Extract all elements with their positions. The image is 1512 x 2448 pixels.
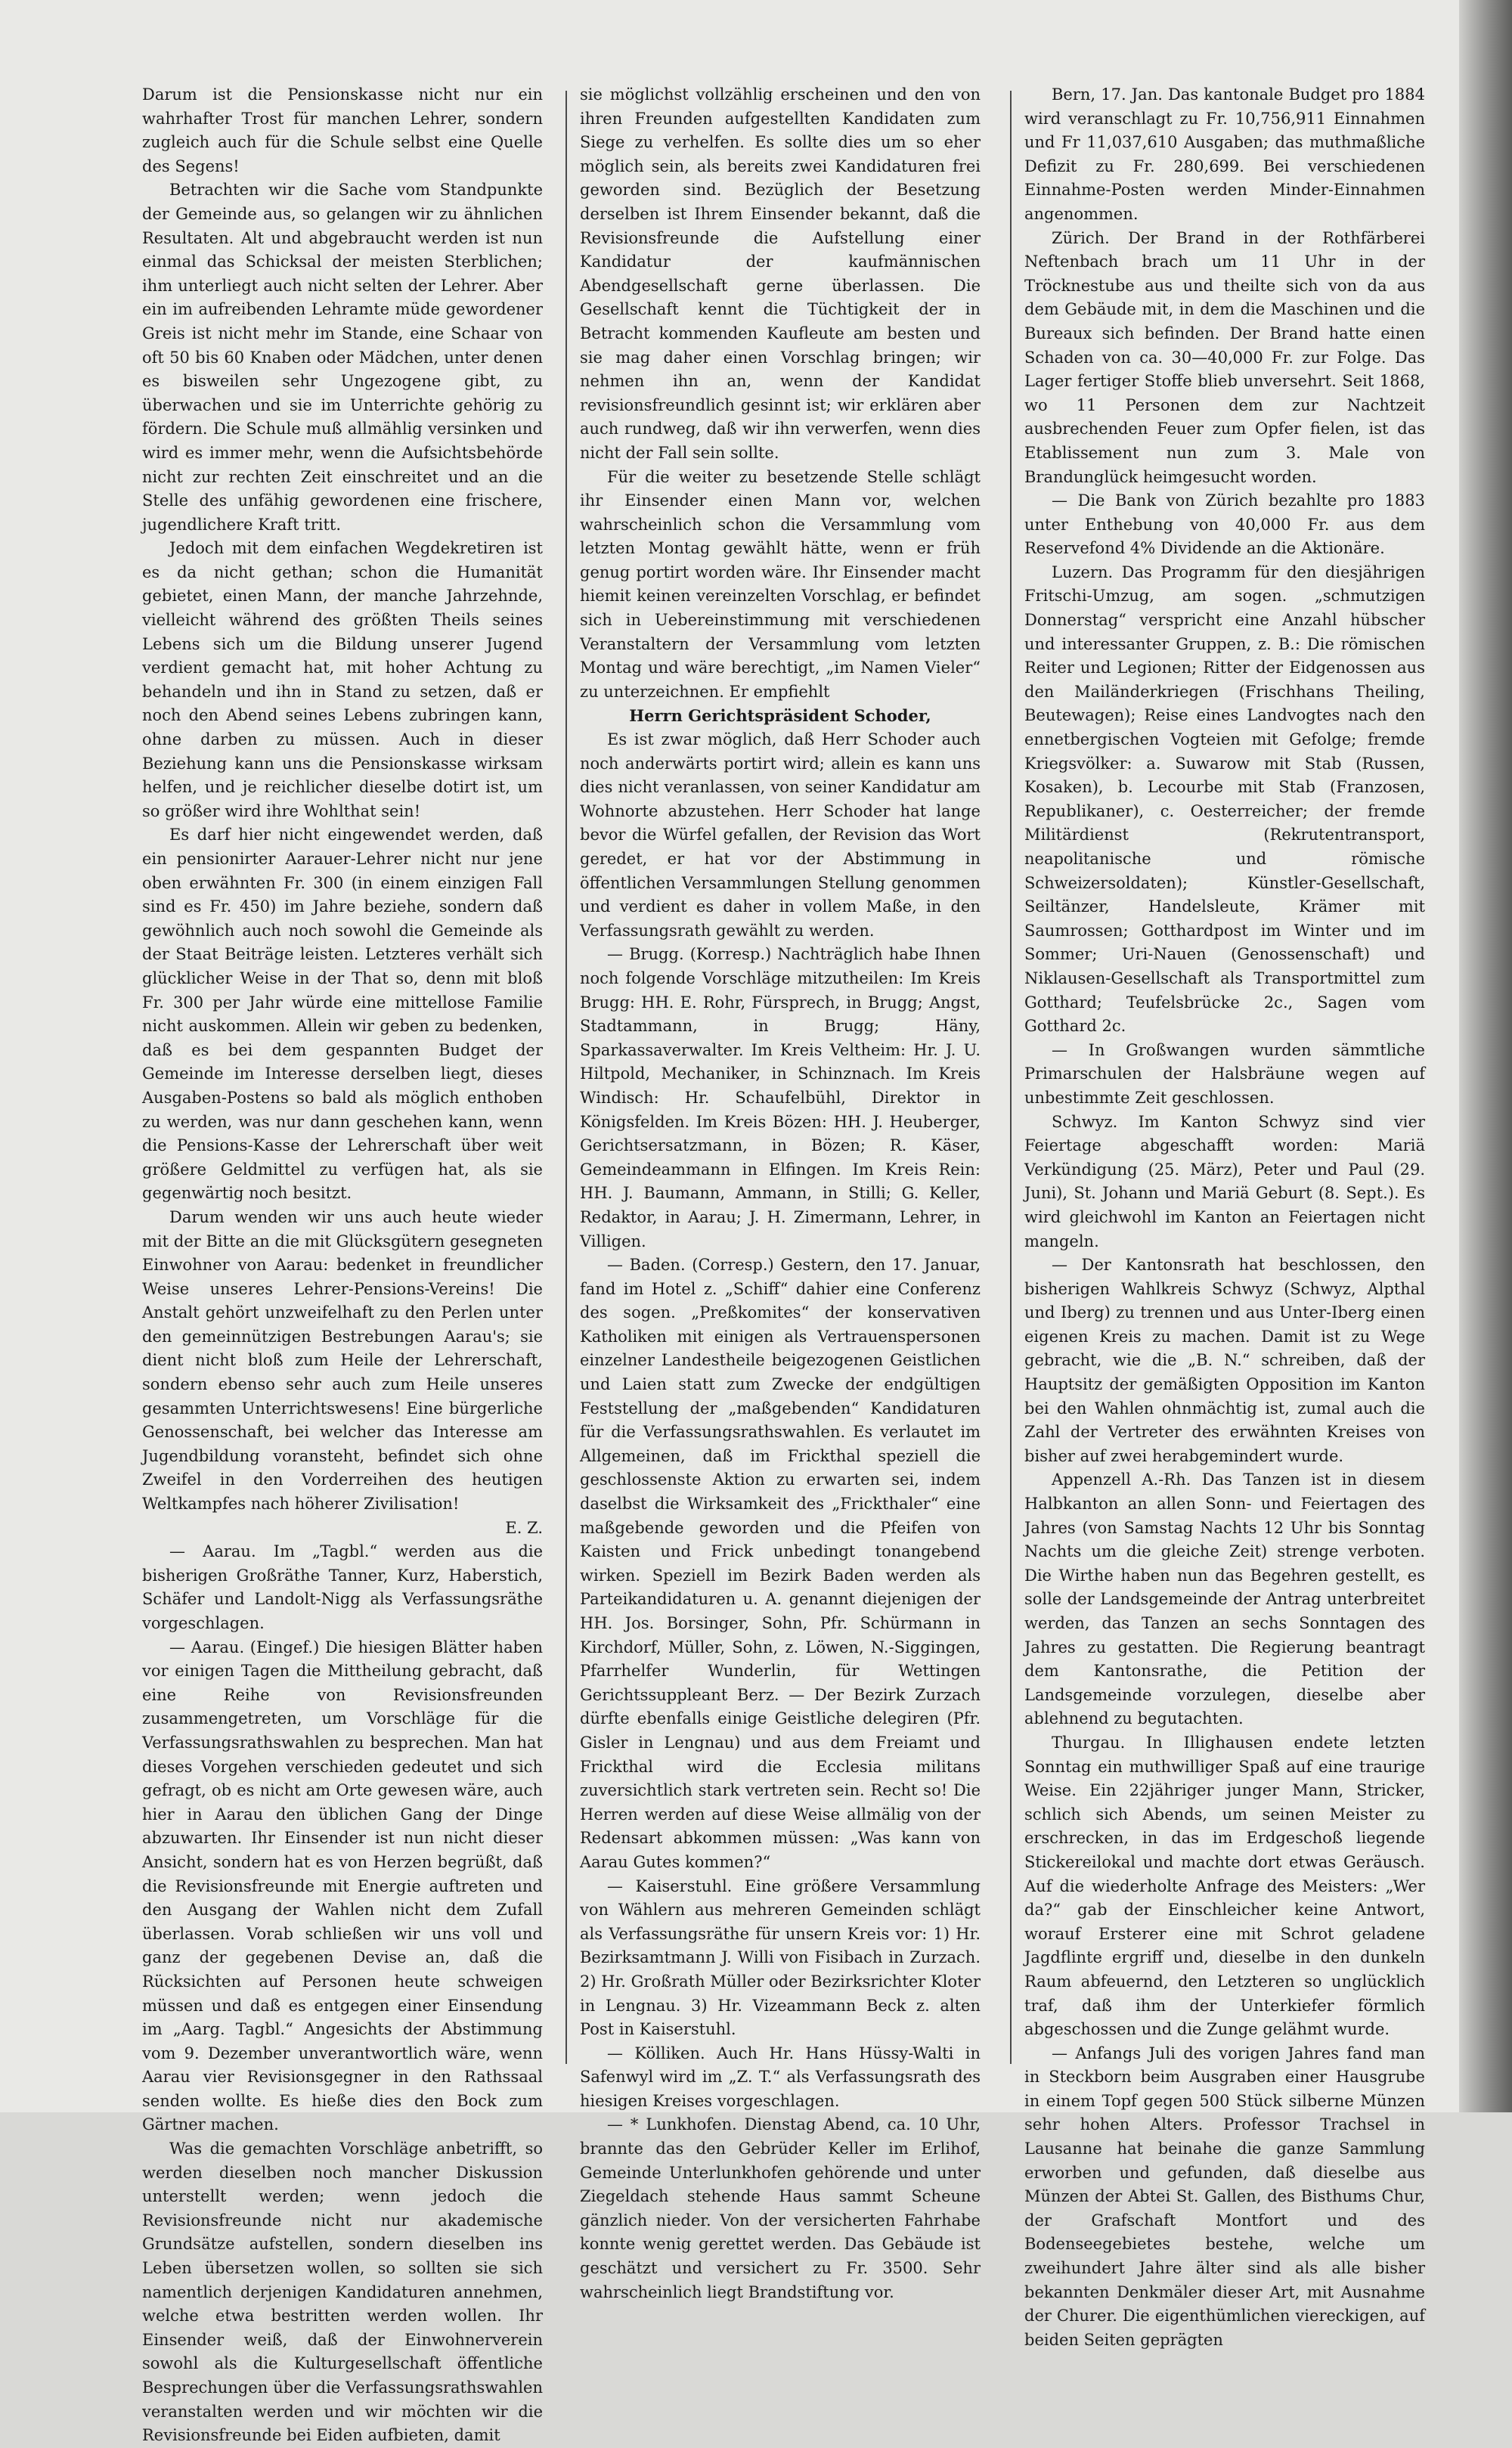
column-2	[580, 83, 981, 2301]
paragraph: — Baden. (Corresp.) Gestern, den 17. Januar, fand im Hotel z. „Schiff“ dahier eine Conferenz des sogen. „Preßkomites“ der konservativen Katholiken mit einigen als Vertrauenspersonen einzelner Landestheile beigezogenen Geistlichen und Laien statt zum Zwecke der endgültigen Feststellung der „maßgebenden“ Kandidaturen für die Verfassungsrathswahlen. Es verlautet im Allgemeinen, daß im Frickthal speziell die geschlossenste Aktion zu erwarten sei, indem daselbst die Wirksamkeit des „Frickthaler“ eine maßgebende geworden und die Pfeifen von Kaisten und Frick unbedingt tonangebend wirken. Speziell im Bezirk Baden werden als Parteikandidaturen u. A. genannt diejenigen der HH. Jos. Borsinger, Sohn, Pfr. Schürmann in Kirchdorf, Müller, Sohn, z. Löwen, N.-Siggingen, Pfarrhelfer Wunderlin, für Wettingen Gerichtssuppleant Berz. — Der Bezirk Zurzach dürfte ebenfalls einige Geistliche delegiren (Pfr. Gisler in Lengnau) und aus dem Freiamt und Frickthal wird die Ecclesia militans zuversichtlich stark vertreten sein. Recht so! Die Herren werden auf diese Weise allmälig von der Redensart abkommen müssen: „Was kann von Aarau Gutes kommen?“	[580, 1256, 981, 1871]
paragraph: Bern, 17. Jan. Das kantonale Budget pro 1884 wird veranschlagt zu Fr. 10,756,911 Einnahmen und Fr 11,037,610 Ausgaben; das muthmaßliche Defizit zu Fr. 280,699. Bei verschiedenen Einnahme-Posten werden Minder-Einnahmen angenommen.	[1024, 85, 1425, 223]
paragraph: — Anfangs Juli des vorigen Jahres fand man in Steckborn beim Ausgraben einer Hausgrube in einem Topf gegen 500 Stück silberne Münzen sehr hohen Alters. Professor Trachsel in Lausanne hat beinahe die ganze Sammlung erworben und gefunden, daß dieselbe aus Münzen der Abtei St. Gallen, des Bisthums Chur, der Grafschaft Montfort und des Bodenseegebietes bestehe, welche um zweihundert Jahre älter sind als alle bisher bekannten Denkmäler dieser Art, mit Ausnahme der Churer. Die eigenthümlichen viereckigen, auf beiden Seiten geprägten	[1024, 2044, 1425, 2349]
paragraph: Luzern. Das Programm für den diesjährigen Fritschi-Umzug, am sogen. „schmutzigen Donnerstag“ verspricht eine Anzahl hübscher und interessanter Gruppen, z. B.: Die römischen Reiter und Legionen; Ritter der Eidgenossen aus den Mailänderkriegen (Frischhans Theiling, Beutewagen); Reise eines Landvogtes nach den ennetbergischen Vogteien mit Gefolge; fremde Kriegsvölker: a. Suwarow mit Stab (Russen, Kosaken), b. Lecourbe mit Stab (Franzosen, Republikaner), c. Oesterreicher; der fremde Militärdienst (Rekrutentransport, neapolitanische und römische Schweizersoldaten); Künstler-Gesellschaft, Seiltänzer, Handelsleute, Krämer mit Saumrossen; Gotthardpost im Winter und im Sommer; Uri-Nauen (Genossenschaft) und Niklausen-Gesellschaft als Transportmittel zum Gotthard; Teufelsbrücke 2c., Sagen vom Gotthard 2c.	[1024, 562, 1425, 1036]
paragraph: Schwyz. Im Kanton Schwyz sind vier Feiertage abgeschafft worden: Mariä Verkündigung (25. März), Peter und Paul (29. Juni), St. Johann und Mariä Geburt (8. Sept.). Es wird gleichwohl im Kanton an Feiertagen nicht mangeln.	[1024, 1112, 1425, 1250]
author-signature: E. Z.	[505, 1518, 543, 1537]
paragraph: Es ist zwar möglich, daß Herr Schoder auch noch anderwärts portirt wird; allein es kann uns dies nicht veranlassen, von seiner Kandidatur am Wohnorte abzustehen. Herr Schoder hat lange bevor die Würfel gefallen, der Revision das Wort geredet, er hat vor der Abstimmung in öffentlichen Versammlungen Stellung genommen und verdient es daher in vollem Maße, in den Verfassungsrath gewählt zu werden.	[580, 730, 981, 940]
paragraph: Darum wenden wir uns auch heute wieder mit der Bitte an die mit Glücksgütern gesegneten Einwohner von Aarau: bedenket in freundlicher Weise unseres Lehrer-Pensions-Vereins! Die Anstalt gehört unzweifelhaft zu den Perlen unter den gemeinnützigen Bestrebungen Aarau's; sie dient nicht bloß zum Heile der Lehrerschaft, sondern ebenso sehr auch zum Heile unseres gesammten Unterrichtswesens! Eine bürgerliche Genossenschaft, bei welcher das Interesse am Jugendbildung voransteht, befindet sich ohne Zweifel in den Vorderreihen des heutigen Weltkampfes nach höherer Zivilisation!	[142, 1207, 543, 1514]
paragraph: — Kölliken. Auch Hr. Hans Hüssy-Walti in Safenwyl wird im „Z. T.“ als Verfassungsrath des hiesigen Kreises vorgeschlagen.	[580, 2044, 981, 2110]
candidate-heading: Herrn Gerichtspräsident Schoder,	[629, 706, 931, 726]
column-1	[142, 83, 543, 2445]
paragraph: — Kaiserstuhl. Eine größere Versammlung von Wählern aus mehreren Gemeinden schlägt als Verfassungsräthe für unsern Kreis vor: 1) Hr. Bezirksamtmann J. Willi von Fisibach in Zurzach. 2) Hr. Großrath Müller oder Bezirksrichter Kloter in Lengnau. 3) Hr. Vizeammann Beck z. alten Post in Kaiserstuhl.	[580, 1876, 981, 2039]
book-binding-edge	[1459, 0, 1512, 2112]
column-rule-right	[1010, 91, 1012, 2064]
paragraph: — Brugg. (Korresp.) Nachträglich habe Ihnen noch folgende Vorschläge mitzutheilen: Im Kreis Brugg: HH. E. Rohr, Fürsprech, in Brugg; Angst, Stadtammann, in Brugg; Häny, Sparkassaverwalter. Im Kreis Veltheim: Hr. J. U. Hiltpold, Mechaniker, in Schinznach. Im Kreis Windisch: Hr. Schaufelbühl, Direktor in Königsfelden. Im Kreis Bözen: HH. J. Heuberger, Gerichtsersatzmann, in Bözen; R. Käser, Gemeindeammann in Elfingen. Im Kreis Rein: HH. J. Baumann, Ammann, in Stilli; G. Keller, Redaktor, in Aarau; J. H. Zimermann, Lehrer, in Villigen.	[580, 945, 981, 1250]
paragraph: Zürich. Der Brand in der Rothfärberei Neftenbach brach um 11 Uhr in der Tröcknestube aus und theilte sich von da aus dem Gebäude mit, in dem die Maschinen und die Bureaux sich befinden. Der Brand hatte einen Schaden von ca. 30—40,000 Fr. zur Folge. Das Lager fertiger Stoffe blieb unversehrt. Seit 1868, wo 11 Personen dem zur Nachtzeit ausbrechenden Feuer zum Opfer fielen, ist das Etablissement nun zum 3. Male von Brandunglück heimgesucht worden.	[1024, 228, 1425, 486]
paragraph: — In Großwangen wurden sämmtliche Primarschulen der Halsbräune wegen auf unbestimmte Zeit geschlossen.	[1024, 1040, 1425, 1107]
paragraph: Jedoch mit dem einfachen Wegdekretiren ist es da nicht gethan; schon die Humanität gebietet, einen Mann, der manche Jahrzehnde, vielleicht während des größten Theils seines Lebens sich um die Bildung unserer Jugend verdient gemacht hat, mit hoher Achtung zu behandeln und ihn in Stand zu setzen, daß er noch den Abend seines Lebens zubringen kann, ohne darben zu müssen. Auch in dieser Beziehung kann uns die Pensionskasse wirksam helfen, und je reichlicher dieselbe dotirt ist, um so größer wird ihre Wohlthat sein!	[142, 539, 543, 820]
paragraph: — Der Kantonsrath hat beschlossen, den bisherigen Wahlkreis Schwyz (Schwyz, Alpthal und Iberg) zu trennen und aus Unter-Iberg einen eigenen Kreis zu machen. Damit ist zu Wege gebracht, wie die „B. N.“ schreiben, daß der Hauptsitz der gemäßigten Opposition im Kanton bei den Wahlen ohnmächtig ist, zumal auch die Zahl der Vertreter des erwähnten Kreises von bisher auf zwei herabgemindert wurde.	[1024, 1256, 1425, 1465]
column-3	[1024, 83, 1425, 2349]
paragraph: sie möglichst vollzählig erscheinen und den von ihren Freunden aufgestellten Kandidaten zum Siege zu verhelfen. Es sollte dies um so eher möglich sein, als bereits zwei Kandidaturen frei geworden sind. Bezüglich der Besetzung derselben ist Ihrem Einsender bekannt, daß die Revisionsfreunde die Aufstellung einer Kandidatur der kaufmännischen Abendgesellschaft gerne überlassen. Die Gesellschaft kennt die Tüchtigkeit der in Betracht kommenden Kaufleute am besten und sie mag daher einen Vorschlag bringen; wir nehmen ihn an, wenn der Kandidat revisionsfreundlich gesinnt ist; wir erklären aber auch rundweg, daß wir ihn verwerfen, wenn dies nicht der Fall sein sollte.	[580, 85, 981, 462]
paragraph: Für die weiter zu besetzende Stelle schlägt ihr Einsender einen Mann vor, welchen wahrscheinlich schon die Versammlung vom letzten Montag gewählt hätte, wenn er früh genug portirt worden wäre. Ihr Einsender macht hiemit keinen vereinzelten Vorschlag, er befindet sich in Uebereinstimmung mit verschiedenen Veranstaltern der Versammlung vom letzten Montag und wäre berechtigt, „im Namen Vieler“ zu unterzeichnen. Er empfiehlt	[580, 467, 981, 701]
paragraph: Appenzell A.-Rh. Das Tanzen ist in diesem Halbkanton an allen Sonn- und Feiertagen des Jahres (von Samstag Nachts 12 Uhr bis Sonntag Nachts um die gleiche Zeit) strenge verboten. Die Wirthe haben nun das Begehren gestellt, es solle der Landsgemeinde der Antrag unterbreitet werden, das Tanzen an sechs Sonntagen des Jahres zu gestatten. Die Regierung beantragt dem Kantonsrathe, die Petition der Landsgemeinde vorzulegen, dieselbe aber ablehnend zu begutachten.	[1024, 1470, 1425, 1728]
paragraph: Betrachten wir die Sache vom Standpunkte der Gemeinde aus, so gelangen wir zu ähnlichen Resultaten. Alt und abgebraucht werden ist nun einmal das Schicksal der meisten Sterblichen; ihm unterliegt auch nicht selten der Lehrer. Aber ein im aufreibenden Lehramte müde gewordener Greis ist nicht mehr im Stande, eine Schaar von oft 50 bis 60 Knaben oder Mädchen, unter denen es bisweilen sehr Ungezogene gibt, zu überwachen und sie im Unterrichte gehörig zu fördern. Die Schule muß allmählig versinken und wird es immer mehr, wenn die Aufsichtsbehörde nicht zur rechten Zeit einschreitet und an die Stelle des unfähig gewordenen eine frischere, jugendlichere Kraft tritt.	[142, 181, 543, 534]
paragraph: — * Lunkhofen. Dienstag Abend, ca. 10 Uhr, brannte das den Gebrüder Keller im Erlihof, Gemeinde Unterlunkhofen gehörende und unter Ziegeldach stehende Haus sammt Scheune gänzlich nieder. Von der versicherten Fahrhabe konnte wenig gerettet werden. Das Gebäude ist geschätzt und versichert zu Fr. 3500. Sehr wahrscheinlich liegt Brandstiftung vor.	[580, 2115, 981, 2301]
paragraph: Darum ist die Pensionskasse nicht nur ein wahrhafter Trost für manchen Lehrer, sondern zugleich auch für die Schule selbst eine Quelle des Segens!	[142, 85, 543, 175]
column-rule-left	[565, 91, 567, 2064]
newspaper-page	[129, 83, 1429, 2445]
paragraph: — Aarau. Im „Tagbl.“ werden aus die bisherigen Großräthe Tanner, Kurz, Haberstich, Schäfer und Landolt-Nigg als Verfassungsräthe vorgeschlagen.	[142, 1542, 543, 1632]
paragraph: Thurgau. In Illighausen endete letzten Sonntag ein muthwilliger Spaß auf eine traurige Weise. Ein 22jähriger junger Mann, Stricker, schlich sich Abends, um seinen Meister zu erschrecken, in das im Erdgeschoß liegende Stickereilokal und machte dort etwas Geräusch. Auf die wiederholte Anfrage des Meisters: „Wer da?“ gab der Einschleicher keine Antwort, worauf Ersterer eine mit Schrot geladene Jagdflinte ergriff und, dieselbe in den dunkeln Raum abfeuernd, den Letzteren so unglücklich traf, daß ihm der Unterkiefer förmlich abgeschossen und die Zunge gelähmt wurde.	[1024, 1733, 1425, 2039]
paragraph: Es darf hier nicht eingewendet werden, daß ein pensionirter Aarauer-Lehrer nicht nur jene oben erwähnten Fr. 300 (in einem einzigen Fall sind es Fr. 450) im Jahre beziehe, sondern daß gewöhnlich auch noch sowohl die Gemeinde als der Staat Beiträge leisten. Letzteres verhält sich glücklicher Weise in der That so, denn mit bloß Fr. 300 per Jahr würde eine mittellose Familie nicht auskommen. Allein wir geben zu bedenken, daß es bei dem gespannten Budget der Gemeinde im Interesse derselben liegt, dieses Ausgaben-Postens so bald als möglich enthoben zu werden, was nur dann geschehen kann, wenn die Pensions-Kasse der Lehrerschaft über weit größere Geldmittel zu verfügen hat, als sie gegenwärtig noch besitzt.	[142, 826, 543, 1203]
paragraph: — Aarau. (Eingef.) Die hiesigen Blätter haben vor einigen Tagen die Mittheilung gebracht, daß eine Reihe von Revisionsfreunden zusammengetreten, um Vorschläge für die Verfassungsrathswahlen zu besprechen. Man hat dieses Vorgehen verschieden gedeutet und sich gefragt, ob es nicht am Orte gewesen wäre, auch hier in Aarau den üblichen Gang der Dinge abzuwarten. Ihr Einsender ist nun nicht dieser Ansicht, sondern hat es von Herzen begrüßt, daß die Revisionsfreunde mit Energie auftreten und den Ausgang der Wahlen nicht dem Zufall überlassen. Vorab schließen wir uns voll und ganz der gegebenen Devise an, daß die Rücksichten auf Personen heute schweigen müssen und daß es entgegen einer Einsendung im „Aarg. Tagbl.“ Angesichts der Abstimmung vom 9. Dezember unverantwortlich wäre, wenn Aarau vier Revisionsgegner in den Rathssaal senden wollte. Es hieße dies den Bock zum Gärtner machen.	[142, 1638, 543, 2134]
paragraph: — Die Bank von Zürich bezahlte pro 1883 unter Enthebung von 40,000 Fr. aus dem Reservefond 4% Dividende an die Aktionäre.	[1024, 491, 1425, 558]
paragraph: Was die gemachten Vorschläge anbetrifft, so werden dieselben noch mancher Diskussion unterstellt werden; wenn jedoch die Revisionsfreunde nicht nur akademische Grundsätze aufstellen, sondern dieselben ins Leben übersetzen wollen, so sollten sie sich namentlich derjenigen Kandidaturen annehmen, welche etwa bestritten werden wollen. Ihr Einsender weiß, daß der Einwohnerverein sowohl als die Kulturgesellschaft öffentliche Besprechungen über die Verfassungsrathswahlen veranstalten werden und wir möchten wir die Revisionsfreunde bei Eiden aufbieten, damit	[142, 2140, 543, 2445]
